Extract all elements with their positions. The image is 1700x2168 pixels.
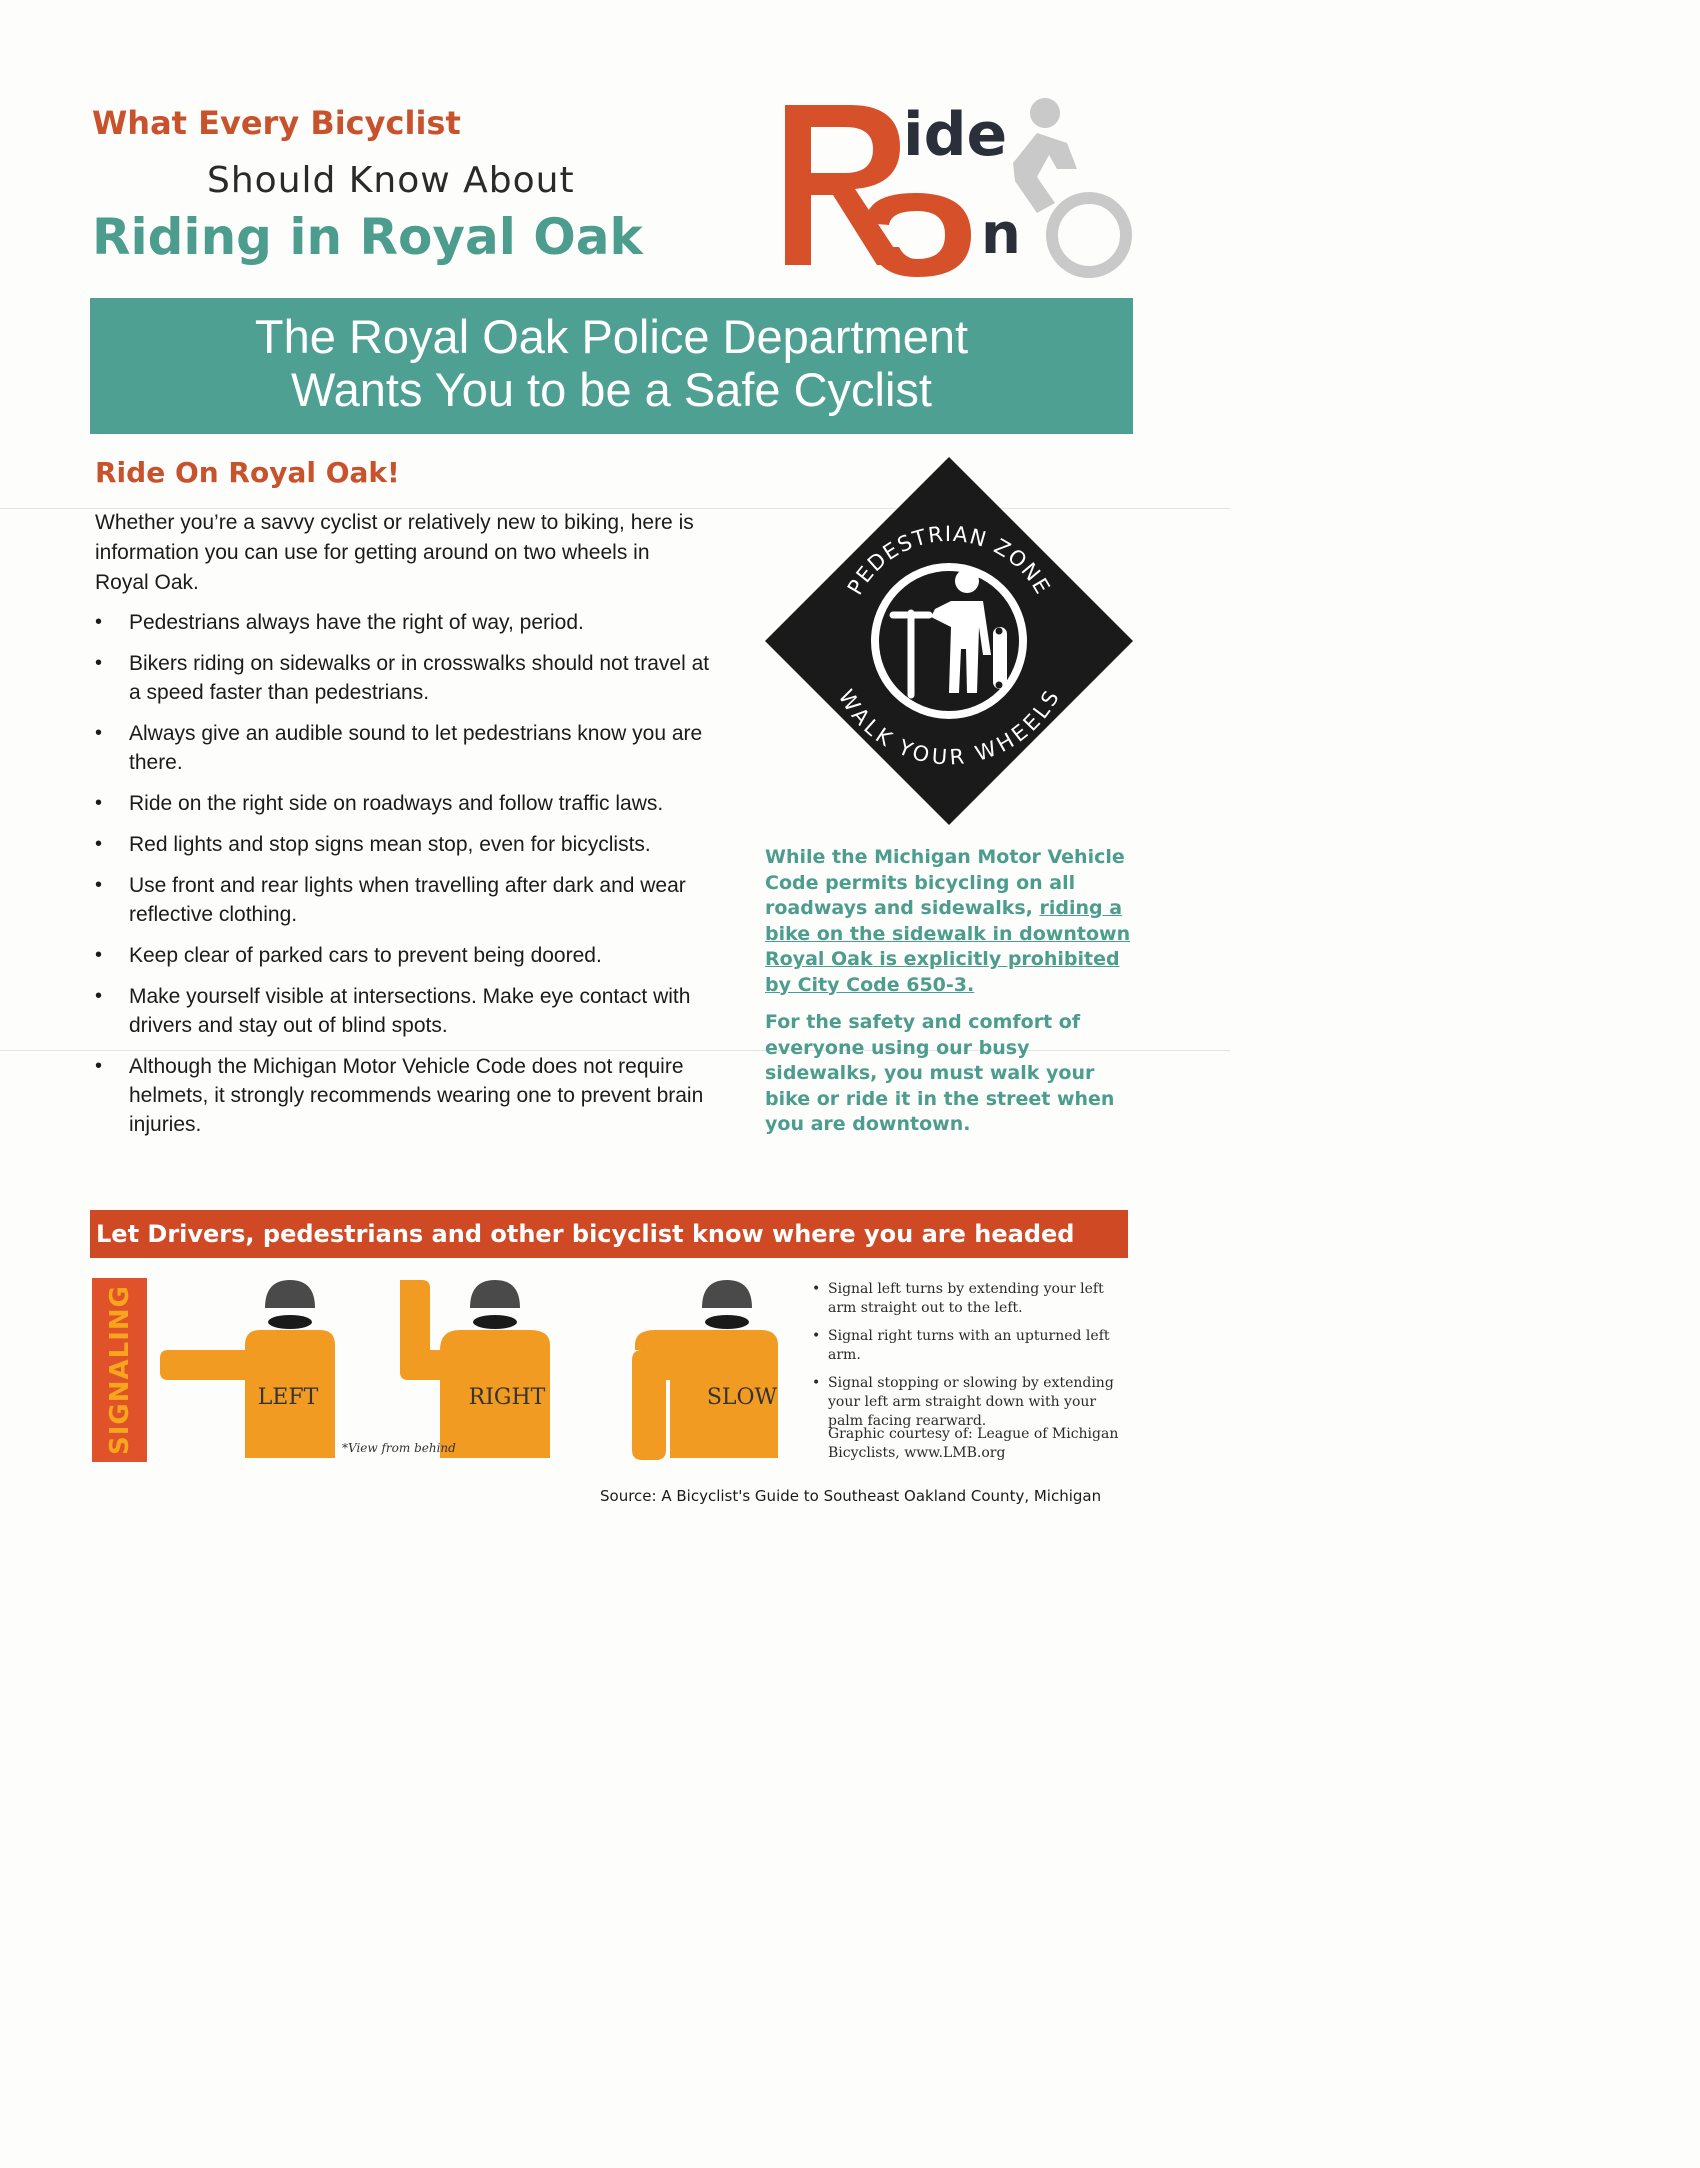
logo-text-ide: ide — [903, 100, 1008, 170]
list-item: • Although the Michigan Motor Vehicle Code does not require helmets, it strongly recommends wearing one to prevent brain injuries. — [95, 1052, 715, 1139]
figure-label: LEFT — [257, 1385, 319, 1410]
slow-signal-figure — [632, 1280, 778, 1460]
signaling-side-label — [92, 1278, 147, 1462]
logo-wheel — [1052, 198, 1126, 272]
intro-paragraph: Whether you’re a savvy cyclist or relatively new to biking, here is information you can use for getting around on two wheels in Royal Oak. — [95, 511, 694, 594]
sidewalk-rule-note — [765, 845, 1145, 1150]
list-item: • Always give an audible sound to let pedestrians know you are there. — [95, 719, 715, 777]
ride-on-logo — [775, 85, 1135, 285]
city-code-text: riding a bike on the sidewalk in downtown Royal Oak is explicitly prohibited by City Code 650-3. — [765, 897, 1131, 996]
helmet-icon — [702, 1280, 752, 1308]
list-item: • Make yourself visible at intersections. Make eye contact with drivers and stay out of blind spots. — [95, 982, 715, 1040]
list-item: • Signal right turns with an upturned left arm. — [812, 1327, 1132, 1365]
rule-text: While the Michigan Motor Vehicle Code permits bicycling on all roadways and sidewalks, — [765, 846, 1125, 919]
signal-tips-list — [812, 1280, 1132, 1440]
sign-diamond — [765, 457, 1133, 825]
police-banner — [90, 298, 1133, 434]
figure-label: RIGHT — [468, 1385, 546, 1410]
page-title: Riding in Royal Oak — [92, 208, 643, 266]
figure-label: SLOW — [706, 1385, 778, 1410]
sidewalk-rule-paragraph — [765, 845, 1145, 998]
skateboard-icon — [993, 627, 1007, 689]
source-citation: Source: A Bicyclist's Guide to Southeast Oakland County, Michigan — [600, 1487, 1102, 1505]
signaling-header-bar: Let Drivers, pedestrians and other bicyclist know where you are headed — [90, 1210, 1128, 1258]
logo-text-n: n — [981, 202, 1021, 267]
logo-letter-r — [785, 105, 905, 265]
view-note: *View from behind — [342, 1441, 456, 1455]
pedestrian-zone-sign — [763, 455, 1135, 827]
right-signal-figure — [400, 1280, 550, 1458]
head-icon — [473, 1315, 517, 1329]
list-item: • Signal left turns by extending your left arm straight out to the left. — [812, 1280, 1132, 1318]
sign-bottom-text: WALK YOUR WHEELS — [833, 685, 1065, 770]
left-signal-figure — [160, 1280, 335, 1458]
helmet-icon — [265, 1280, 315, 1308]
walk-bike-paragraph: For the safety and comfort of everyone using our busy sidewalks, you must walk your bike or ride it in the street when you are downtown. — [765, 1011, 1115, 1135]
helmet-icon — [470, 1280, 520, 1308]
graphic-credit: Graphic courtesy of: League of Michigan Bicyclists, www.LMB.org — [828, 1426, 1119, 1461]
list-item: • Bikers riding on sidewalks or in crosswalks should not travel at a speed faster than pedestrians. — [95, 649, 715, 707]
list-item: • Pedestrians always have the right of way, period. — [95, 608, 715, 637]
list-item: • Signal stopping or slowing by extending your left arm straight down with your palm facing rearward. — [812, 1374, 1132, 1431]
banner-line-2: Wants You to be a Safe Cyclist — [291, 363, 932, 416]
logo-cyclist-head — [1030, 98, 1060, 128]
list-item: • Ride on the right side on roadways and follow traffic laws. — [95, 789, 715, 818]
banner-line-1: The Royal Oak Police Department — [254, 310, 969, 363]
head-icon — [705, 1315, 749, 1329]
head-icon — [268, 1315, 312, 1329]
safety-tips-list — [95, 608, 715, 1151]
sign-top-text: PEDESTRIAN ZONE — [842, 521, 1056, 599]
list-item: • Keep clear of parked cars to prevent being doored. — [95, 941, 715, 970]
list-item: • Red lights and stop signs mean stop, even for bicyclists. — [95, 830, 715, 859]
header-kicker: What Every Bicyclist — [92, 104, 461, 142]
header-subtitle: Should Know About — [207, 160, 575, 201]
list-item: • Use front and rear lights when travelling after dark and wear reflective clothing. — [95, 871, 715, 929]
hand-signal-figures — [150, 1270, 800, 1470]
signaling-label-text: SIGNALING — [104, 1285, 135, 1455]
section-heading: Ride On Royal Oak! — [95, 456, 400, 489]
